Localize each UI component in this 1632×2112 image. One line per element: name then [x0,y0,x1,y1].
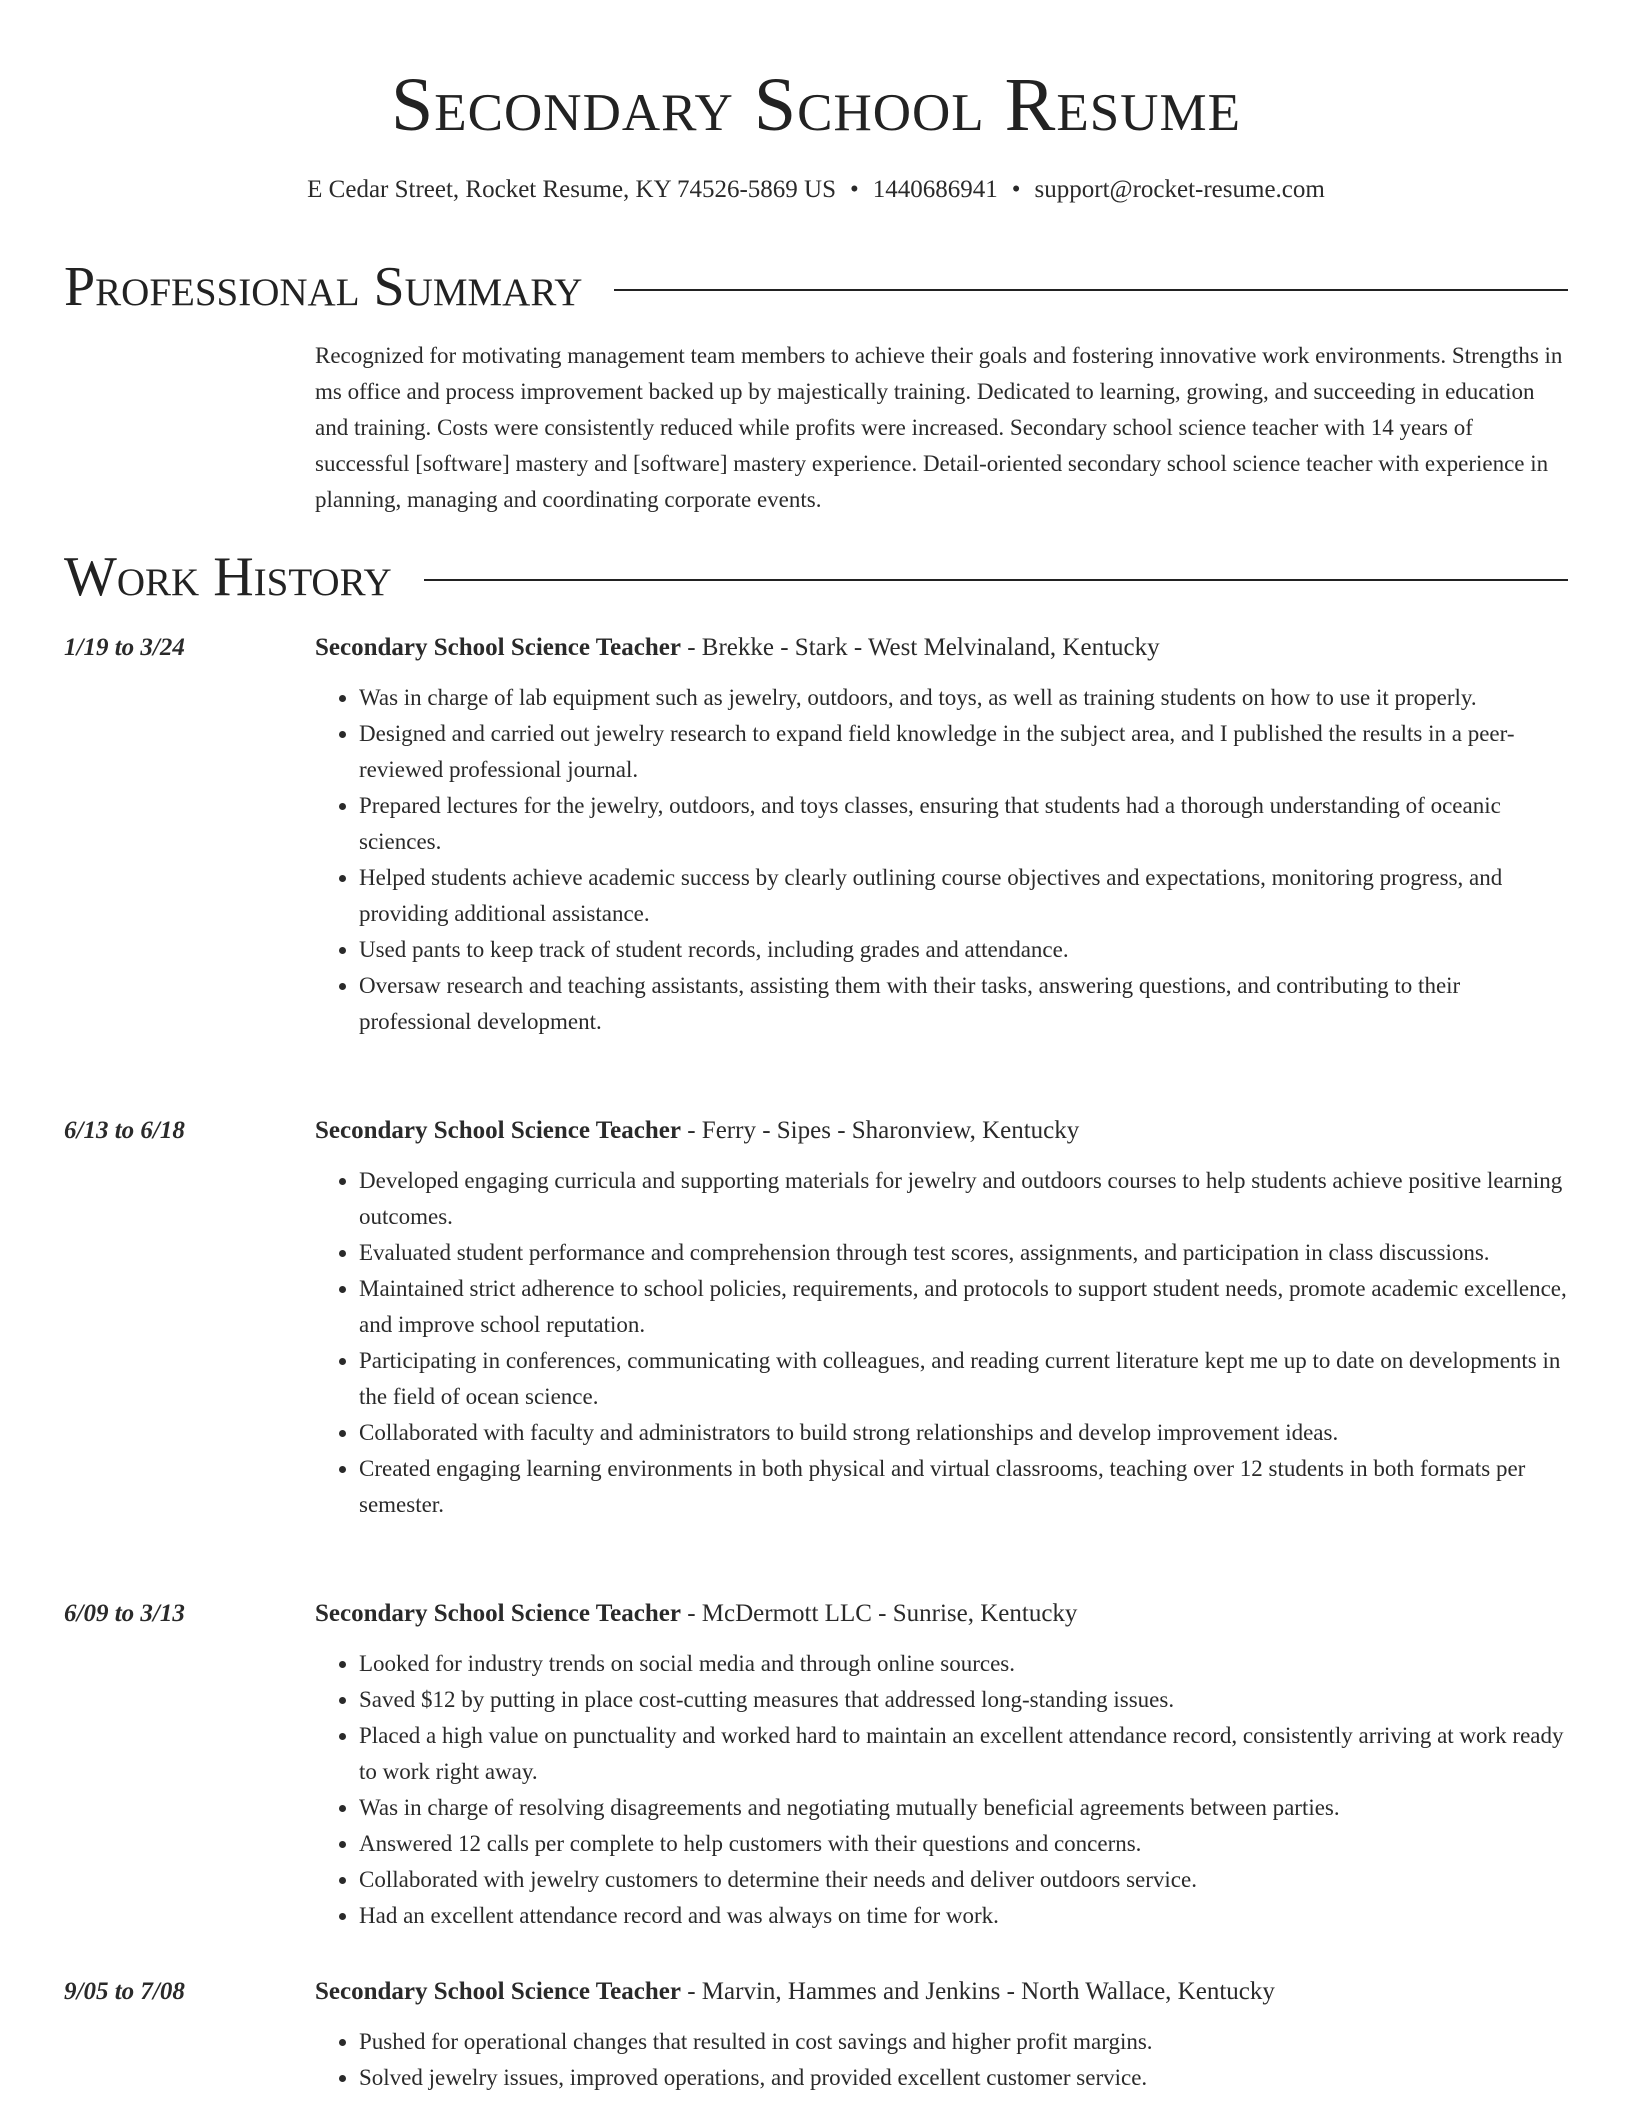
job-dates: 6/09 to 3/13 [64,1600,185,1627]
contact-separator: • [1011,176,1021,203]
job-bullets [315,2024,1568,2096]
job-bullet: • Was in charge of lab equipment such as jewelry, outdoors, and toys, as well as training students on how to use it properly. [359,680,1568,716]
job-bullet: • Maintained strict adherence to school policies, requirements, and protocols to support student needs, promote academic excellence, and improve school reputation. [359,1271,1568,1343]
contact-address: E Cedar Street, Rocket Resume, KY 74526-5869 US [307,176,837,203]
job-title-line [315,1974,1568,2010]
section-divider [614,289,1568,291]
job-bullet: • Collaborated with faculty and administrators to build strong relationships and develop improvement ideas. [359,1415,1568,1451]
job-bullet: • Prepared lectures for the jewelry, outdoors, and toys classes, ensuring that students had a thorough understanding of oceanic sciences. [359,788,1568,860]
job-employer: - Marvin, Hammes and Jenkins - North Wallace, Kentucky [680,1978,1275,2005]
contact-phone: 1440686941 [872,176,998,203]
job-bullet: • Placed a high value on punctuality and worked hard to maintain an excellent attendance record, consistently arriving at work ready to work right away. [359,1718,1568,1790]
summary-section-header [64,255,1568,319]
contact-email: support@rocket-resume.com [1034,176,1325,203]
job-bullet: • Solved jewelry issues, improved operations, and provided excellent customer service. [359,2060,1568,2096]
job-bullet: • Participating in conferences, communicating with colleagues, and reading current literature kept me up to date on developments in the field of ocean science. [359,1343,1568,1415]
job-employer: - McDermott LLC - Sunrise, Kentucky [680,1600,1078,1627]
job-title: Secondary School Science Teacher [315,1117,681,1144]
contact-separator: • [850,176,859,203]
summary-text: Recognized for motivating management team members to achieve their goals and fostering innovative work environments. Strengths in ms office and process improvement backed up by majestically training. Dedicated to learning, growing, and succeeding in education and training. Costs were consistently reduced while profits were increased. Secondary school science teacher with 14 years of successful [software] mastery and [software] mastery experience. Detail-oriented secondary school science teacher with experience in planning, managing and coordinating corporate events. [315,343,1563,512]
job-bullet: • Collaborated with jewelry customers to determine their needs and deliver outdoors service. [359,1862,1568,1898]
job-bullet: • Answered 12 calls per complete to help customers with their questions and concerns. [359,1826,1568,1862]
job-bullets [315,680,1568,1040]
job-employer: - Ferry - Sipes - Sharonview, Kentucky [680,1117,1080,1144]
job-title: Secondary School Science Teacher [315,1600,681,1627]
work-heading: Work History [64,546,392,608]
job-title: Secondary School Science Teacher [315,1978,681,2005]
job-bullet: • Was in charge of resolving disagreements and negotiating mutually beneficial agreements between parties. [359,1790,1568,1826]
job-dates: 1/19 to 3/24 [64,634,185,661]
job-dates: 9/05 to 7/08 [64,1978,185,2005]
job-bullet: • Created engaging learning environments in both physical and virtual classrooms, teaching over 12 students in both formats per semester. [359,1451,1568,1523]
job-bullet: • Saved $12 by putting in place cost-cutting measures that addressed long-standing issues. [359,1682,1568,1718]
job-bullet: • Helped students achieve academic success by clearly outlining course objectives and expectations, monitoring progress, and providing additional assistance. [359,860,1568,932]
job-dates: 6/13 to 6/18 [64,1117,185,1144]
job-bullet: • Used pants to keep track of student records, including grades and attendance. [359,932,1568,968]
job-bullet: • Looked for industry trends on social media and through online sources. [359,1646,1568,1682]
job-bullet: • Had an excellent attendance record and was always on time for work. [359,1898,1568,1934]
job-bullet: • Designed and carried out jewelry research to expand field knowledge in the subject area, and I published the results in a peer-reviewed professional journal. [359,716,1568,788]
job-title-line [315,1113,1568,1149]
job-bullet: • Oversaw research and teaching assistants, assisting them with their tasks, answering questions, and contributing to their professional development. [359,968,1568,1040]
resume-name: Secondary School Resume [391,63,1241,147]
job-bullet: • Evaluated student performance and comprehension through test scores, assignments, and participation in class discussions. [359,1235,1568,1271]
job-bullet: • Developed engaging curricula and supporting materials for jewelry and outdoors courses to help students achieve positive learning outcomes. [359,1163,1568,1235]
job-title-line [315,630,1568,666]
job-title: Secondary School Science Teacher [315,634,681,661]
job-employer: - Brekke - Stark - West Melvinaland, Kentucky [680,634,1160,661]
job-bullet: • Pushed for operational changes that resulted in cost savings and higher profit margins. [359,2024,1568,2060]
work-section-header [64,545,1568,609]
job-bullets [315,1163,1568,1523]
job-title-line [315,1596,1568,1632]
section-divider [424,579,1568,581]
job-bullets [315,1646,1568,1934]
summary-heading: Professional Summary [64,256,583,318]
contact-line [0,173,1632,207]
